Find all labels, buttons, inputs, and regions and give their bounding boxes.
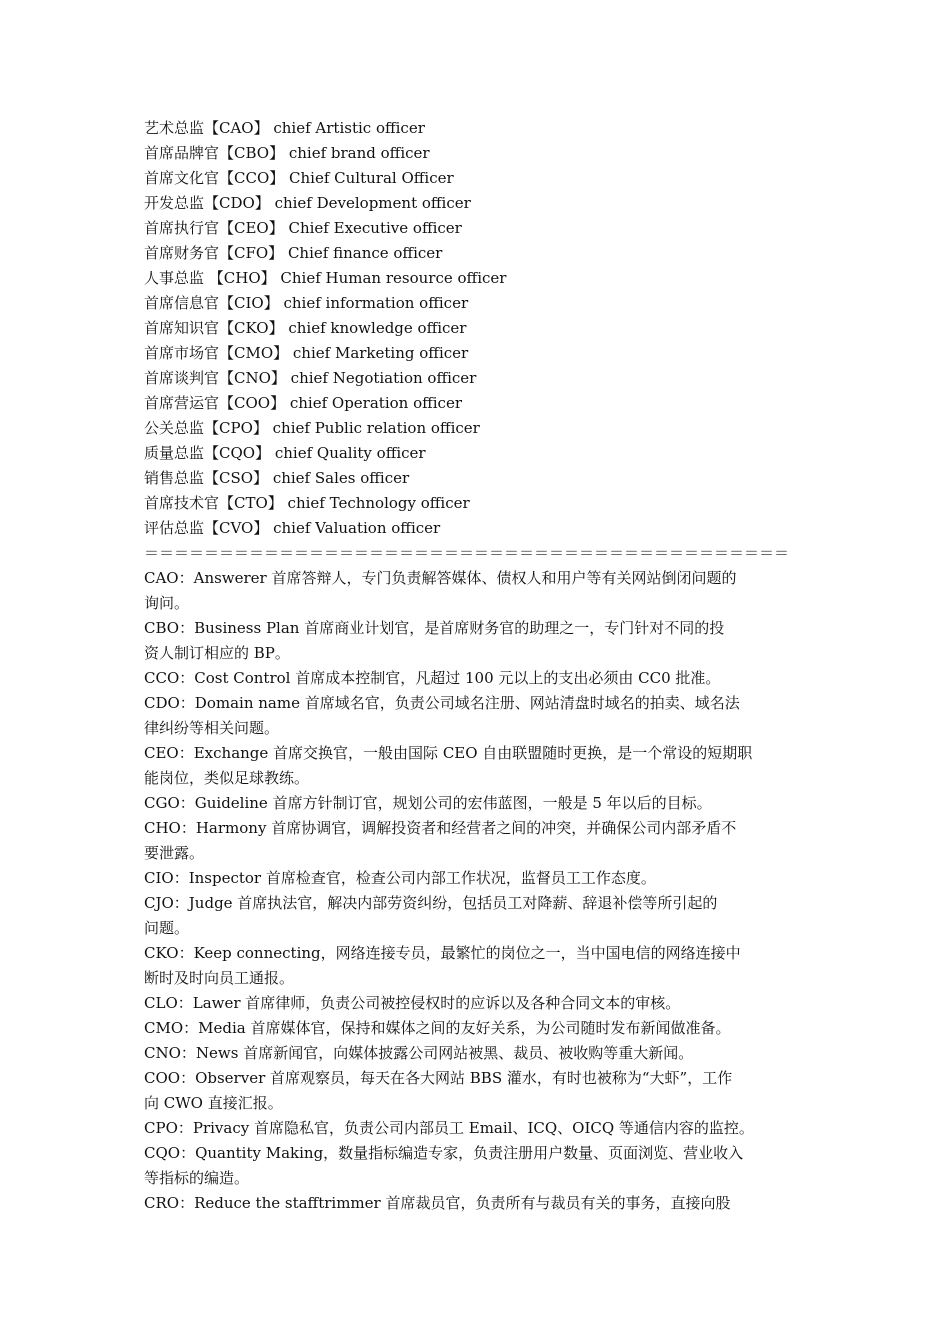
entry-line: 律纠纷等相关问题。	[144, 719, 280, 737]
entry-line: CIO：Inspector 首席检查官，检查公司内部工作状况，监督员工工作态度。	[144, 869, 656, 887]
definition-entry	[144, 616, 804, 666]
definition-entry	[144, 816, 804, 866]
definition-entry	[144, 666, 804, 691]
definition-entry	[144, 691, 804, 741]
entry-line: CNO：News 首席新闻官，向媒体披露公司网站被黑、裁员、被收购等重大新闻。	[144, 1044, 694, 1062]
entry-line: 询问。	[144, 594, 190, 612]
definition-entry	[144, 1141, 804, 1191]
entry-line: COO：Observer 首席观察员，每天在各大网站 BBS 灌水，有时也被称为“大虾”，工作	[144, 1069, 733, 1087]
definition-entry	[144, 891, 804, 941]
entry-line: CQO：Quantity Making，数量指标编造专家，负责注册用户数量、页面浏览、营业收入	[144, 1144, 744, 1162]
title-line: 人事总监 【CHO】 Chief Human resource officer	[144, 269, 507, 287]
definition-entry	[144, 866, 804, 891]
entry-line: 断时及时向员工通报。	[144, 969, 295, 987]
entry-line: CJO：Judge 首席执法官，解决内部劳资纠纷，包括员工对降薪、辞退补偿等所引起的	[144, 894, 718, 912]
entry-line: 等指标的编造。	[144, 1169, 250, 1187]
definition-entry	[144, 1041, 804, 1066]
title-line: 首席信息官【CIO】 chief information officer	[144, 294, 469, 312]
title-line: 开发总监【CDO】 chief Development officer	[144, 194, 471, 212]
title-line: 质量总监【CQO】 chief Quality officer	[144, 444, 426, 462]
document-page	[144, 116, 804, 1216]
definition-entry	[144, 941, 804, 991]
title-line: 首席营运官【COO】 chief Operation officer	[144, 394, 463, 412]
entry-line: CLO：Lawer 首席律师，负责公司被控侵权时的应诉以及各种合同文本的审核。	[144, 994, 681, 1012]
entry-line: 向 CWO 直接汇报。	[144, 1094, 283, 1112]
section-divider: ＝＝＝＝＝＝＝＝＝＝＝＝＝＝＝＝＝＝＝＝＝＝＝＝＝＝＝＝＝＝＝＝＝＝＝＝＝＝＝＝＝＝＝	[144, 544, 790, 562]
title-line: 首席品牌官【CBO】 chief brand officer	[144, 144, 430, 162]
entry-line: CBO：Business Plan 首席商业计划官，是首席财务官的助理之一，专门针对不同的投	[144, 619, 725, 637]
definition-entry	[144, 991, 804, 1016]
title-line: 首席知识官【CKO】 chief knowledge officer	[144, 319, 467, 337]
definition-entry	[144, 791, 804, 816]
definition-entry	[144, 1191, 804, 1216]
definition-entry	[144, 566, 804, 616]
entry-line: CEO：Exchange 首席交换官，一般由国际 CEO 自由联盟随时更换，是一个常设的短期职	[144, 744, 753, 762]
entry-line: CGO：Guideline 首席方针制订官，规划公司的宏伟蓝图，一般是 5 年以后的目标。	[144, 794, 712, 812]
entry-line: 要泄露。	[144, 844, 205, 862]
definition-entry	[144, 741, 804, 791]
title-line: 首席文化官【CCO】 Chief Cultural Officer	[144, 169, 454, 187]
title-list	[144, 116, 804, 541]
title-line: 首席执行官【CEO】 Chief Executive officer	[144, 219, 462, 237]
entry-line: 资人制订相应的 BP。	[144, 644, 290, 662]
title-line: 首席市场官【CMO】 chief Marketing officer	[144, 344, 469, 362]
title-line: 首席技术官【CTO】 chief Technology officer	[144, 494, 470, 512]
entry-line: CKO：Keep connecting，网络连接专员，最繁忙的岗位之一，当中国电信的网络连接中	[144, 944, 741, 962]
entry-line: CHO：Harmony 首席协调官，调解投资者和经营者之间的冲突，并确保公司内部矛盾不	[144, 819, 737, 837]
title-line: 首席财务官【CFO】 Chief finance officer	[144, 244, 443, 262]
definition-entry	[144, 1116, 804, 1141]
title-line: 销售总监【CSO】 chief Sales officer	[144, 469, 410, 487]
title-line: 公关总监【CPO】 chief Public relation officer	[144, 419, 480, 437]
definition-entry	[144, 1016, 804, 1041]
title-line: 首席谈判官【CNO】 chief Negotiation officer	[144, 369, 477, 387]
entry-line: CMO：Media 首席媒体官，保持和媒体之间的友好关系，为公司随时发布新闻做准备。	[144, 1019, 731, 1037]
title-line: 艺术总监【CAO】 chief Artistic officer	[144, 119, 425, 137]
entry-line: CPO：Privacy 首席隐私官，负责公司内部员工 Email、ICQ、OICQ 等通信内容的监控。	[144, 1119, 754, 1137]
entry-line: CCO：Cost Control 首席成本控制官，凡超过 100 元以上的支出必须由 CC0 批准。	[144, 669, 721, 687]
entry-line: 能岗位，类似足球教练。	[144, 769, 310, 787]
title-line: 评估总监【CVO】 chief Valuation officer	[144, 519, 441, 537]
entry-line: CAO：Answerer 首席答辩人，专门负责解答媒体、债权人和用户等有关网站倒闭问题的	[144, 569, 737, 587]
definition-list	[144, 566, 804, 1216]
entry-line: CDO：Domain name 首席域名官，负责公司域名注册、网站清盘时域名的拍卖、域名法	[144, 694, 740, 712]
entry-line: CRO：Reduce the stafftrimmer 首席裁员官，负责所有与裁员有关的事务，直接向股	[144, 1194, 731, 1212]
entry-line: 问题。	[144, 919, 190, 937]
definition-entry	[144, 1066, 804, 1116]
